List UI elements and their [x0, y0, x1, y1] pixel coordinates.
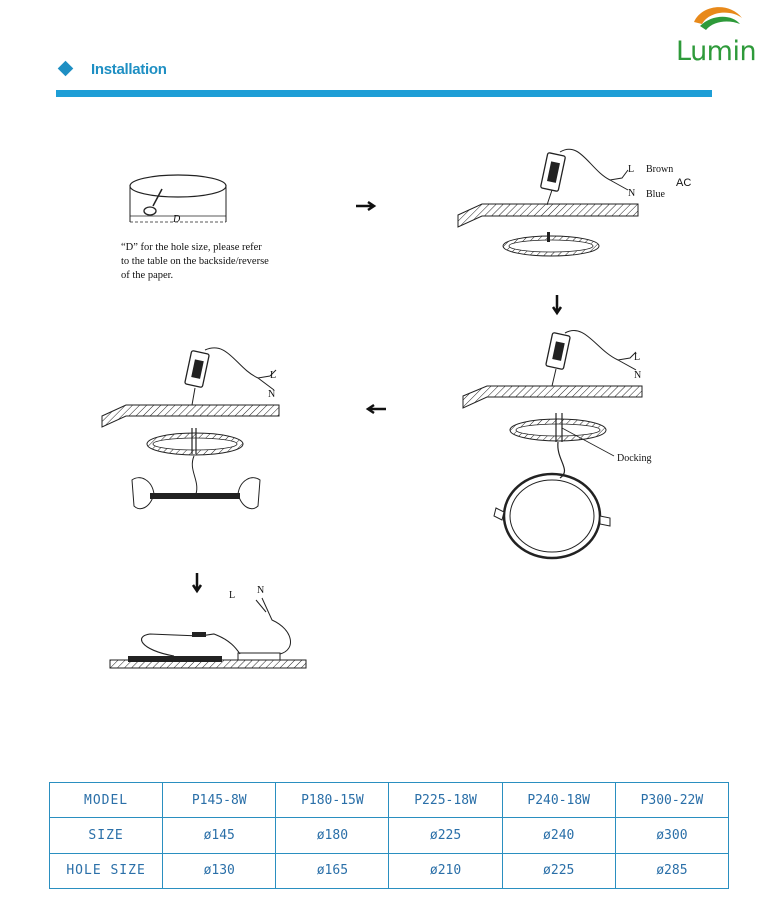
table-cell: ø285	[615, 853, 728, 888]
table-row-model	[50, 783, 729, 818]
table-cell: ø180	[276, 818, 389, 853]
table-cell: P145-8W	[163, 783, 276, 818]
table-cell: ø240	[502, 818, 615, 853]
table-cell: ø210	[389, 853, 502, 888]
arrow-left-icon	[368, 405, 386, 413]
size-table	[49, 782, 729, 889]
step-4-insert-panel	[102, 348, 279, 509]
step-2-wiring	[458, 149, 691, 256]
hole-diameter-label: D	[173, 214, 181, 225]
step-5-installed	[110, 585, 306, 668]
brown-wire-label: Brown	[646, 164, 674, 175]
table-row-size	[50, 818, 729, 853]
neutral-wire-label-4: N	[257, 585, 265, 596]
note-line: of the paper.	[121, 270, 174, 281]
hole-size-note	[121, 241, 321, 283]
row-header-size: SIZE	[50, 818, 163, 853]
row-header-hole-size: HOLE SIZE	[50, 853, 163, 888]
table-cell: P225-18W	[389, 783, 502, 818]
step-3-docking	[463, 330, 651, 558]
header-diamond-icon	[58, 61, 74, 77]
table-cell: P300-22W	[615, 783, 728, 818]
table-cell: ø130	[163, 853, 276, 888]
neutral-wire-label-2: N	[634, 370, 642, 381]
neutral-wire-label: N	[628, 188, 636, 199]
live-wire-label-4: L	[229, 590, 236, 601]
live-wire-label: L	[628, 164, 635, 175]
neutral-wire-label-3: N	[268, 389, 276, 400]
page-title: Installation	[91, 61, 167, 78]
step-1-hole-cutting	[130, 175, 226, 225]
arrow-right-icon	[356, 202, 374, 210]
table-cell: P180-15W	[276, 783, 389, 818]
table-row-hole-size	[50, 853, 729, 888]
brand-name: Lumin	[676, 36, 757, 67]
note-line: to the table on the backside/reverse	[121, 256, 269, 267]
header-divider	[56, 90, 712, 97]
table-cell: ø145	[163, 818, 276, 853]
table-cell: ø300	[615, 818, 728, 853]
table-cell: ø165	[276, 853, 389, 888]
live-wire-label-2: L	[634, 352, 641, 363]
live-wire-label-3: L	[270, 370, 277, 381]
ac-label: AC	[676, 177, 692, 189]
arrow-down-icon	[553, 295, 561, 313]
docking-label: Docking	[617, 453, 652, 464]
row-header-model: MODEL	[50, 783, 163, 818]
note-line: “D” for the hole size, please refer	[121, 242, 262, 253]
installation-diagram	[0, 100, 762, 680]
table-cell: ø225	[389, 818, 502, 853]
table-cell: ø225	[502, 853, 615, 888]
blue-wire-label: Blue	[646, 189, 665, 200]
arrow-down-icon-2	[193, 573, 201, 591]
table-cell: P240-18W	[502, 783, 615, 818]
